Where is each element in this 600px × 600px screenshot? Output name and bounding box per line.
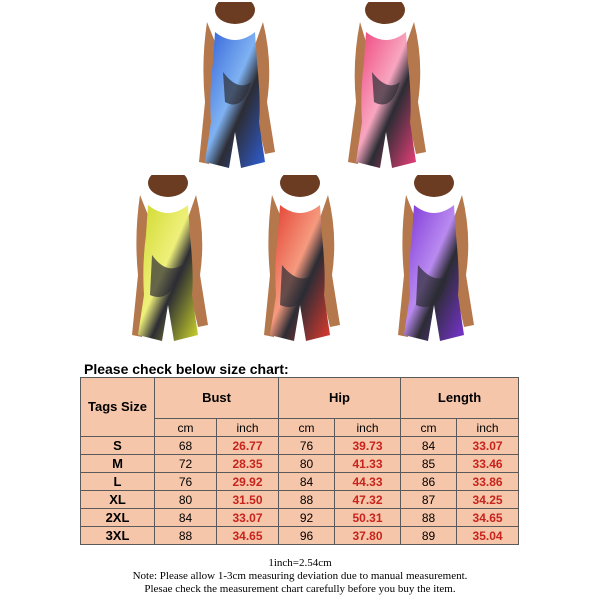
table-row	[81, 455, 519, 473]
size-tag: 3XL	[81, 527, 155, 545]
length-cm: 86	[401, 473, 457, 491]
table-row	[81, 491, 519, 509]
size-tag: S	[81, 437, 155, 455]
model-illustration	[163, 2, 303, 174]
check-chart-note: Plesae check the measurement chart carefully before you buy the item.	[144, 583, 456, 595]
length-cm: 87	[401, 491, 457, 509]
tags-size-header: Tags Size	[81, 378, 155, 437]
hip-cm: 76	[279, 437, 335, 455]
unit-inch: inch	[217, 419, 279, 437]
length-inch: 34.65	[457, 509, 519, 527]
table-row	[81, 473, 519, 491]
length-inch: 33.07	[457, 437, 519, 455]
size-chart-heading: Please check below size chart:	[84, 361, 289, 377]
bust-inch: 28.35	[217, 455, 279, 473]
hip-cm: 84	[279, 473, 335, 491]
unit-inch: inch	[335, 419, 401, 437]
model-illustration	[310, 2, 450, 174]
length-cm: 84	[401, 437, 457, 455]
model-illustration	[96, 175, 236, 347]
length-cm: 89	[401, 527, 457, 545]
unit-cm: cm	[401, 419, 457, 437]
hip-cm: 80	[279, 455, 335, 473]
bust-cm: 68	[155, 437, 217, 455]
hip-inch: 50.31	[335, 509, 401, 527]
bust-cm: 76	[155, 473, 217, 491]
product-photo-pink	[310, 2, 450, 174]
bust-cm: 80	[155, 491, 217, 509]
product-photo-purple	[362, 175, 502, 347]
length-header: Length	[401, 378, 519, 419]
bust-cm: 84	[155, 509, 217, 527]
deviation-note: Note: Please allow 1-3cm measuring deviation due to manual measurement.	[132, 570, 468, 582]
length-cm: 85	[401, 455, 457, 473]
unit-inch: inch	[457, 419, 519, 437]
table-row	[81, 527, 519, 545]
hip-inch: 47.32	[335, 491, 401, 509]
length-inch: 35.04	[457, 527, 519, 545]
hip-inch: 39.73	[335, 437, 401, 455]
size-tag: XL	[81, 491, 155, 509]
bust-inch: 31.50	[217, 491, 279, 509]
size-tag: M	[81, 455, 155, 473]
length-inch: 33.46	[457, 455, 519, 473]
size-tag: 2XL	[81, 509, 155, 527]
product-photo-red	[228, 175, 368, 347]
bust-inch: 34.65	[217, 527, 279, 545]
model-illustration	[362, 175, 502, 347]
bust-inch: 29.92	[217, 473, 279, 491]
hip-inch: 37.80	[335, 527, 401, 545]
hip-inch: 41.33	[335, 455, 401, 473]
size-chart-table	[80, 377, 519, 545]
length-inch: 34.25	[457, 491, 519, 509]
conversion-note: 1inch=2.54cm	[268, 557, 332, 569]
model-illustration	[228, 175, 368, 347]
hip-cm: 88	[279, 491, 335, 509]
size-tag: L	[81, 473, 155, 491]
bust-header: Bust	[155, 378, 279, 419]
hip-inch: 44.33	[335, 473, 401, 491]
hip-cm: 96	[279, 527, 335, 545]
hip-cm: 92	[279, 509, 335, 527]
unit-cm: cm	[155, 419, 217, 437]
product-photo-blue	[163, 2, 303, 174]
unit-cm: cm	[279, 419, 335, 437]
bust-cm: 88	[155, 527, 217, 545]
bust-cm: 72	[155, 455, 217, 473]
hip-header: Hip	[279, 378, 401, 419]
group-header-row	[81, 378, 519, 419]
bust-inch: 33.07	[217, 509, 279, 527]
table-row	[81, 437, 519, 455]
measurement-notes	[0, 557, 600, 596]
table-row	[81, 509, 519, 527]
length-cm: 88	[401, 509, 457, 527]
length-inch: 33.86	[457, 473, 519, 491]
bust-inch: 26.77	[217, 437, 279, 455]
product-photo-yellow	[96, 175, 236, 347]
